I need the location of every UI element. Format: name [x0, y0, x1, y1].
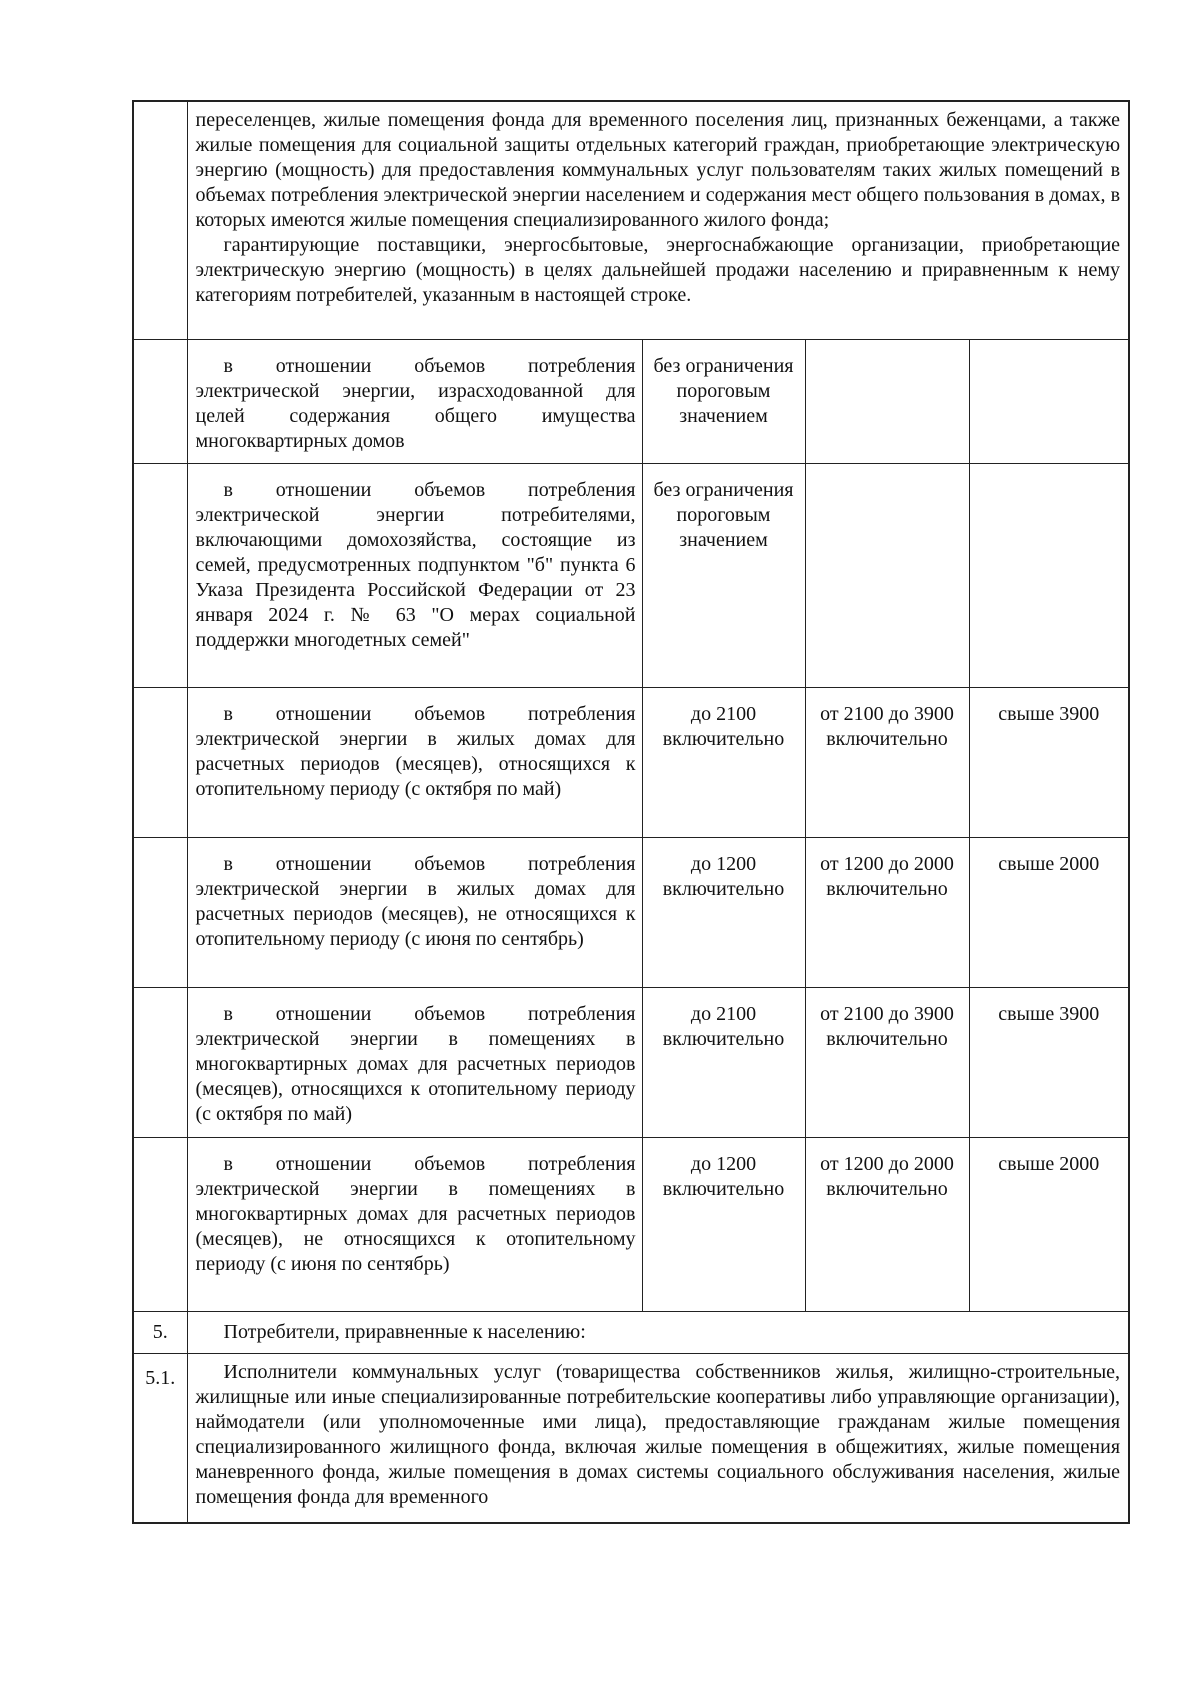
- row-threshold-1: до 1200 включительно: [642, 837, 805, 987]
- table-row: [133, 687, 1129, 837]
- row-description: в отношении объемов потребления электрической энергии в помещениях в многоквартирных домах для расчетных периодов (месяцев), относящихся к отопительному периоду (с октября по май): [187, 987, 642, 1137]
- row-threshold-1: до 2100 включительно: [642, 987, 805, 1137]
- intro-row: [133, 101, 1129, 339]
- row-description: в отношении объемов потребления электрической энергии, израсходованной для целей содержания общего имущества многоквартирных домов: [187, 339, 642, 463]
- row-number-cell: [133, 837, 187, 987]
- section-5-number: 5.: [133, 1311, 187, 1353]
- row-threshold-3: свыше 2000: [969, 837, 1129, 987]
- section-5-1-text: Исполнители коммунальных услуг (товарищества собственников жилья, жилищно-строительные, жилищные или иные специализированные потребительские кооперативы либо управляющие организации), наймодатели (или уполномоченные ими лица), предоставляющие гражданам жилые помещения специализированного жилищного фонда, включая жилые помещения в общежитиях, жилые помещения маневренного фонда, жилые помещения в домах системы социального обслуживания населения, жилые помещения фонда для временного: [187, 1353, 1129, 1523]
- row-number-cell: [133, 339, 187, 463]
- table-row: [133, 837, 1129, 987]
- row-threshold-3: свыше 2000: [969, 1137, 1129, 1311]
- row-threshold-2: от 2100 до 3900 включительно: [805, 987, 969, 1137]
- row-number-cell: [133, 987, 187, 1137]
- row-description: в отношении объемов потребления электрической энергии в жилых домах для расчетных периодов (месяцев), не относящихся к отопительному периоду (с июня по сентябрь): [187, 837, 642, 987]
- intro-number-cell: [133, 101, 187, 339]
- row-threshold-3: свыше 3900: [969, 687, 1129, 837]
- row-description: в отношении объемов потребления электрической энергии в жилых домах для расчетных периодов (месяцев), относящихся к отопительному периоду (с октября по май): [187, 687, 642, 837]
- section-5-1-row: [133, 1353, 1129, 1523]
- table-row: [133, 339, 1129, 463]
- row-threshold-1: до 2100 включительно: [642, 687, 805, 837]
- intro-paragraph-1: переселенцев, жилые помещения фонда для временного поселения лиц, признанных беженцами, а также жилые помещения для социальной защиты отдельных категорий граждан, приобретающие электрическую энергию (мощность) для предоставления коммунальных услуг пользователям таких жилых помещений в объемах потребления электрической энергии населением и содержания мест общего пользования в домах, в которых имеются жилые помещения специализированного жилого фонда;: [195, 109, 1121, 231]
- tariff-table: [132, 100, 1130, 1524]
- row-threshold-2: от 2100 до 3900 включительно: [805, 687, 969, 837]
- row-threshold-2: от 1200 до 2000 включительно: [805, 1137, 969, 1311]
- row-threshold-2: [805, 463, 969, 687]
- row-threshold-1: до 1200 включительно: [642, 1137, 805, 1311]
- section-5-1-number: 5.1.: [133, 1353, 187, 1523]
- table-row: [133, 1137, 1129, 1311]
- row-number-cell: [133, 1137, 187, 1311]
- row-threshold-3: [969, 339, 1129, 463]
- row-description: в отношении объемов потребления электрической энергии потребителями, включающими домохозяйства, состоящие из семей, предусмотренных подпунктом "б" пункта 6 Указа Президента Российской Федерации от 23 января 2024 г. № 63 "О мерах социальной поддержки многодетных семей": [187, 463, 642, 687]
- table-row: [133, 463, 1129, 687]
- row-threshold-1: без ограничения пороговым значением: [642, 339, 805, 463]
- section-5-row: [133, 1311, 1129, 1353]
- table-row: [133, 987, 1129, 1137]
- section-5-text: Потребители, приравненные к населению:: [187, 1311, 1129, 1353]
- row-threshold-2: от 1200 до 2000 включительно: [805, 837, 969, 987]
- row-number-cell: [133, 463, 187, 687]
- row-number-cell: [133, 687, 187, 837]
- row-description: в отношении объемов потребления электрической энергии в помещениях в многоквартирных домах для расчетных периодов (месяцев), не относящихся к отопительному периоду (с июня по сентябрь): [187, 1137, 642, 1311]
- intro-text-cell: [187, 101, 1129, 339]
- intro-paragraph-2: гарантирующие поставщики, энергосбытовые, энергоснабжающие организации, приобретающие электрическую энергию (мощность) в целях дальнейшей продажи населению и приравненным к нему категориям потребителей, указанным в настоящей строке.: [195, 234, 1121, 306]
- row-threshold-3: свыше 3900: [969, 987, 1129, 1137]
- row-threshold-2: [805, 339, 969, 463]
- row-threshold-3: [969, 463, 1129, 687]
- row-threshold-1: без ограничения пороговым значением: [642, 463, 805, 687]
